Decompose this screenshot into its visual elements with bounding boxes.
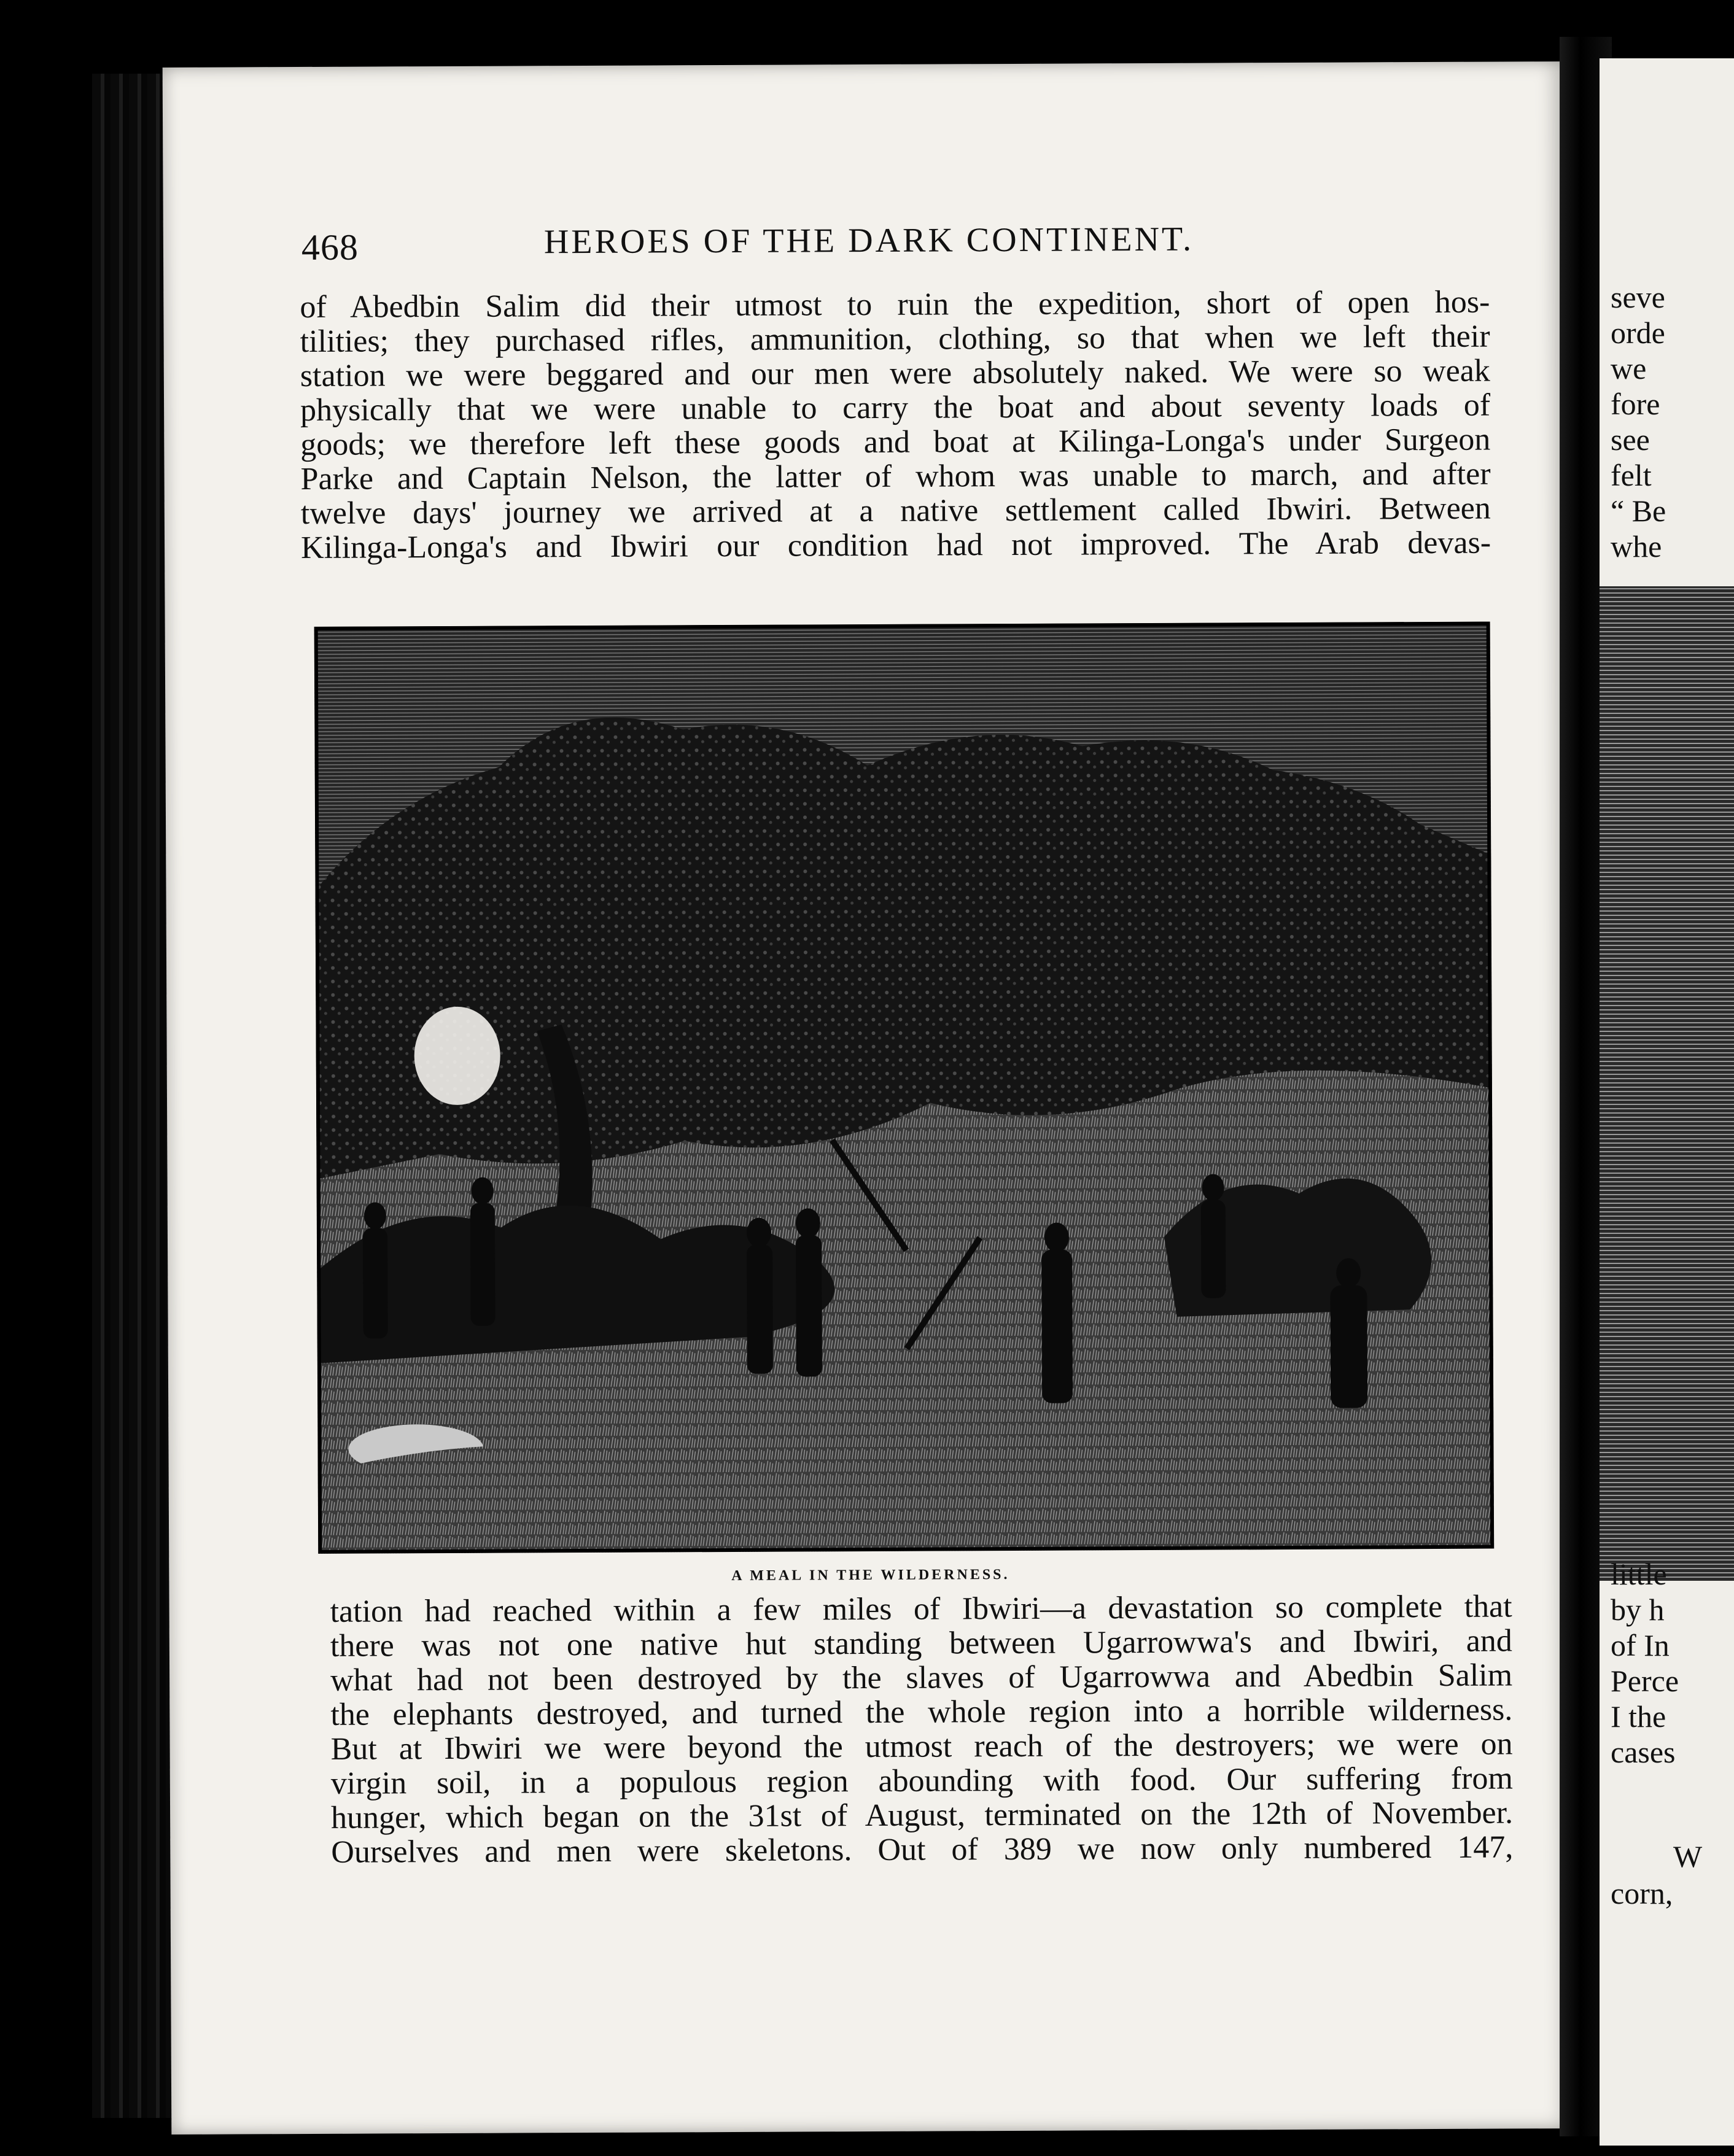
running-title: HEROES OF THE DARK CONTINENT. [543,220,1194,262]
text-line: But at Ibwiri we were beyond the utmost reach of the destroyers; we were on [330,1726,1513,1767]
facing-text-line: seve [1611,280,1665,314]
page-number: 468 [301,227,359,268]
text-line: virgin soil, in a populous region abounding with food. Our suffering from [330,1761,1513,1801]
facing-text-line: see [1611,422,1650,457]
facing-text-line: corn, [1611,1876,1673,1910]
illustration-caption: A MEAL IN THE WILDERNESS. [731,1567,1010,1584]
facing-text-line: whe [1611,529,1662,564]
paragraph-bottom [330,1590,1514,1870]
facing-text-line: little [1611,1557,1667,1591]
campfire-smoke [414,1007,500,1106]
facing-text-line: by h [1611,1592,1665,1627]
text-line: Ourselves and men were skeletons. Out of 389 we now only numbered 147, [331,1829,1514,1870]
book-page [163,61,1575,2135]
facing-text-line: we [1611,351,1647,386]
facing-text-line: I the [1611,1699,1666,1734]
text-line: of Abedbin Salim did their utmost to ruin the expedition, short of open hos- [300,284,1490,325]
facing-text-line: fore [1611,387,1660,421]
facing-text-line: “ Be [1611,494,1666,528]
text-line: twelve days' journey we arrived at a native settlement called Ibwiri. Between [300,491,1491,532]
text-line: physically that we were unable to carry the boat and about seventy loads of [300,387,1491,428]
facing-text-line: of In [1611,1628,1670,1662]
text-line: tilities; they purchased rifles, ammunition, clothing, so that when we left their [300,319,1490,360]
facing-text-line: W [1673,1839,1703,1874]
text-line: tation had reached within a few miles of Ibwiri—a devastation so complete that [330,1589,1512,1629]
text-line: there was not one native hut standing between Ugarrowwa's and Ibwiri, and [330,1623,1512,1664]
text-line: hunger, which began on the 31st of August, terminated on the 12th of November. [330,1795,1514,1836]
text-line: goods; we therefore left these goods and boat at Kilinga-Longa's under Surgeon [300,422,1491,463]
paragraph-top [300,286,1491,566]
foreground-grass [317,1441,1494,1554]
text-line: what had not been destroyed by the slaves of Ugarrowwa and Abedbin Salim [330,1658,1513,1698]
facing-text-line: felt [1611,458,1652,492]
facing-text-line: cases [1611,1735,1676,1769]
facing-page [1600,58,1734,2146]
facing-text-line: orde [1611,316,1665,350]
text-line: the elephants destroyed, and turned the whole region into a horrible wilderness. [330,1692,1513,1732]
text-line: station we were beggared and our men were absolutely naked. We were so weak [300,353,1490,394]
text-line: Parke and Captain Nelson, the latter of whom was unable to march, and after [300,456,1491,497]
facing-illustration [1600,586,1734,1581]
book-left-edge [92,74,172,2118]
text-line: Kilinga-Longa's and Ibwiri our condition had not improved. The Arab devas- [300,525,1491,566]
facing-text-line: Perce [1611,1664,1679,1698]
engraving-illustration [314,622,1495,1554]
